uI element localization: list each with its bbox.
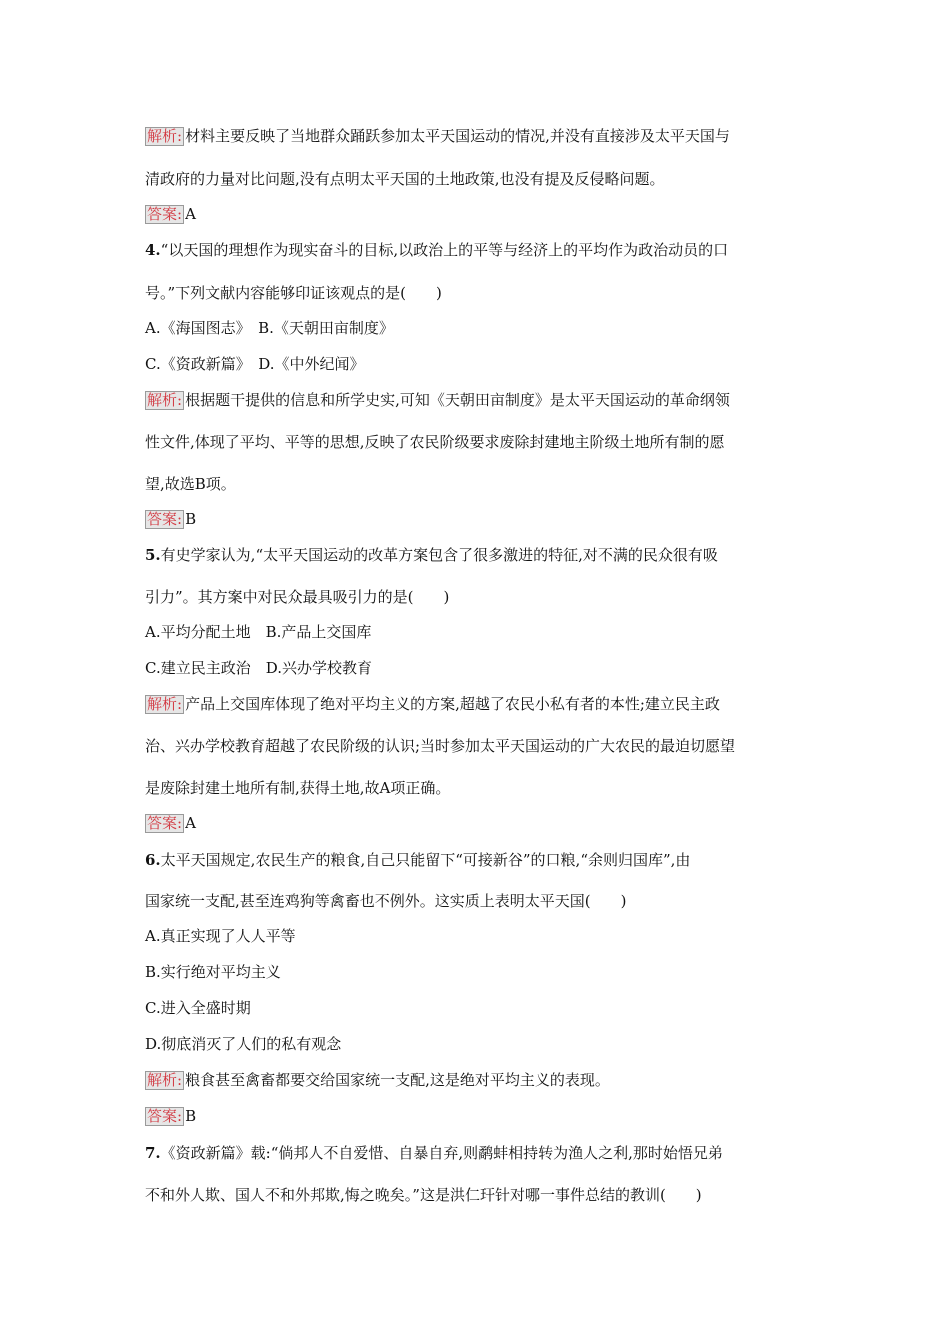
q6-option-c: C.进入全盛时期 xyxy=(145,999,251,1017)
analysis-label: 解析: xyxy=(147,1071,183,1089)
q4-options-line-2: C.《资政新篇》 D.《中外纪闻》 xyxy=(145,355,365,373)
question-number: 5. xyxy=(145,546,161,564)
question-number: 4. xyxy=(145,241,161,259)
q5-options-line-1: A.平均分配土地 B.产品上交国库 xyxy=(145,623,372,641)
q4-stem-line-2: 号。”下列文献内容能够印证该观点的是( ) xyxy=(145,284,442,302)
answer-label: 答案: xyxy=(147,814,183,832)
q3-analysis-line-1: 解析: 材料主要反映了当地群众踊跃参加太平天国运动的情况,并没有直接涉及太平天国与 xyxy=(147,127,730,145)
analysis-label: 解析: xyxy=(147,127,183,145)
q6-stem-line-1: 6.太平天国规定,农民生产的粮食,自己只能留下“可接新谷”的口粮,“余则归国库”,由 xyxy=(145,851,691,869)
q6-answer: 答案: B xyxy=(147,1107,197,1125)
q5-analysis-line-3: 是废除封建土地所有制,获得土地,故A项正确。 xyxy=(145,779,451,797)
q5-analysis-line-1: 解析: 产品上交国库体现了绝对平均主义的方案,超越了农民小私有者的本性;建立民主政 xyxy=(147,695,720,713)
q6-option-d: D.彻底消灭了人们的私有观念 xyxy=(145,1035,342,1053)
q6-option-b: B.实行绝对平均主义 xyxy=(145,963,281,981)
answer-label: 答案: xyxy=(147,1107,183,1125)
q5-options-line-2: C.建立民主政治 D.兴办学校教育 xyxy=(145,659,372,677)
q5-answer: 答案: A xyxy=(147,814,196,832)
answer-label: 答案: xyxy=(147,205,183,223)
q7-stem-line-1: 7.《资政新篇》载:“倘邦人不自爱惜、自暴自弃,则鹬蚌相持转为渔人之利,那时始悟兄弟 xyxy=(145,1144,723,1162)
q4-stem-line-1: 4.“以天国的理想作为现实奋斗的目标,以政治上的平等与经济上的平均作为政治动员的口 xyxy=(145,241,729,259)
q5-stem-line-2: 引力”。其方案中对民众最具吸引力的是( ) xyxy=(145,588,450,606)
q6-stem-line-2: 国家统一支配,甚至连鸡狗等禽畜也不例外。这实质上表明太平天国( ) xyxy=(145,892,627,910)
analysis-label: 解析: xyxy=(147,391,183,409)
q5-analysis-line-2: 治、兴办学校教育超越了农民阶级的认识;当时参加太平天国运动的广大农民的最迫切愿望 xyxy=(145,737,736,755)
q3-analysis-line-2: 清政府的力量对比问题,没有点明太平天国的土地政策,也没有提及反侵略问题。 xyxy=(145,170,665,188)
q7-stem-line-2: 不和外人欺、国人不和外邦欺,悔之晚矣。”这是洪仁玕针对哪一事件总结的教训( ) xyxy=(145,1186,702,1204)
q4-analysis-line-3: 望,故选B项。 xyxy=(145,475,236,493)
q4-analysis-line-1: 解析: 根据题干提供的信息和所学史实,可知《天朝田亩制度》是太平天国运动的革命纲领 xyxy=(147,391,730,409)
q6-analysis-line-1: 解析: 粮食甚至禽畜都要交给国家统一支配,这是绝对平均主义的表现。 xyxy=(147,1071,610,1089)
question-number: 7. xyxy=(145,1144,161,1162)
question-number: 6. xyxy=(145,851,161,869)
q4-answer: 答案: B xyxy=(147,510,197,528)
analysis-label: 解析: xyxy=(147,695,183,713)
q3-answer: 答案: A xyxy=(147,205,196,223)
q5-stem-line-1: 5.有史学家认为,“太平天国运动的改革方案包含了很多激进的特征,对不满的民众很有吸 xyxy=(145,546,718,564)
q4-options-line-1: A.《海国图志》 B.《天朝田亩制度》 xyxy=(145,319,394,337)
q4-analysis-line-2: 性文件,体现了平均、平等的思想,反映了农民阶级要求废除封建地主阶级土地所有制的愿 xyxy=(145,433,725,451)
answer-label: 答案: xyxy=(147,510,183,528)
q6-option-a: A.真正实现了人人平等 xyxy=(145,927,296,945)
